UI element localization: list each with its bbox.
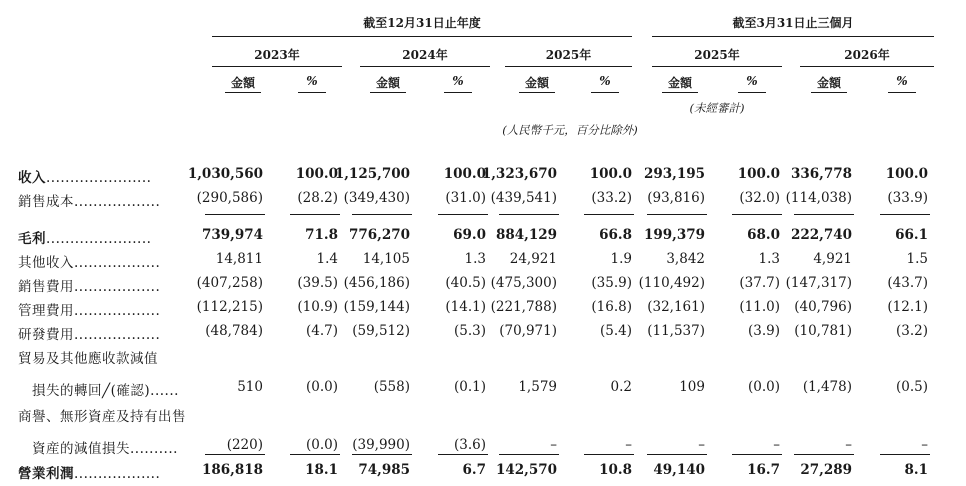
percent-header-underline — [444, 92, 472, 93]
amount-cell: (32,161) — [647, 299, 705, 315]
row-label — [18, 166, 151, 186]
percent-cell: (14.1) — [445, 299, 486, 315]
row-leader-dots: .................. — [74, 279, 161, 295]
percent-cell: (32.0) — [739, 190, 780, 206]
year-rule-q2026 — [800, 66, 934, 67]
percent-cell: (37.7) — [739, 275, 780, 291]
subtotal-rule — [438, 214, 488, 215]
amount-column-header: 金額 — [375, 76, 400, 90]
percent-cell: (3.2) — [895, 323, 928, 339]
amount-cell: 27,289 — [800, 462, 852, 478]
amount-header-underline — [370, 92, 406, 93]
amount-cell: 186,818 — [201, 462, 263, 478]
subtotal-rule — [794, 214, 854, 215]
row-label — [18, 251, 160, 271]
percent-cell: 1.3 — [758, 251, 780, 267]
row-leader-dots: ...................... — [46, 231, 152, 247]
amount-cell: (1,478) — [802, 379, 852, 395]
subtotal-rule — [352, 454, 412, 455]
row-label — [18, 323, 160, 343]
percent-cell: 0.2 — [610, 379, 632, 395]
amount-cell: – — [550, 437, 557, 453]
subtotal-rule — [647, 214, 707, 215]
row-label-continuation — [32, 437, 178, 457]
row-leader-dots: .................. — [74, 255, 161, 271]
percent-cell: (3.6) — [453, 437, 486, 453]
percent-cell: (0.0) — [305, 379, 338, 395]
row-label-text: 其他收入 — [18, 255, 74, 271]
amount-column-header: 金額 — [524, 76, 549, 90]
row-label-text: 商譽、無形資産及持有出售 — [18, 409, 186, 425]
row-label-text: 收入 — [18, 170, 46, 186]
subtotal-rule — [290, 454, 340, 455]
percent-cell: (5.3) — [453, 323, 486, 339]
subtotal-rule — [584, 214, 634, 215]
percent-cell: (40.5) — [445, 275, 486, 291]
percent-column-header: % — [306, 74, 318, 88]
row-label-text-2: 損失的轉回╱(確認) — [32, 383, 151, 399]
percent-header-underline — [591, 92, 619, 93]
percent-cell: (3.9) — [747, 323, 780, 339]
amount-cell: (407,258) — [196, 275, 263, 291]
row-label — [18, 462, 160, 482]
quarter-group-rule — [652, 36, 934, 37]
amount-cell: (147,317) — [785, 275, 852, 291]
row-label-text: 營業利潤 — [18, 466, 74, 482]
percent-cell: – — [773, 437, 780, 453]
percent-cell: 1.5 — [906, 251, 928, 267]
percent-column-header: % — [746, 74, 758, 88]
amount-cell: 1,030,560 — [187, 166, 263, 182]
amount-cell: 14,105 — [362, 251, 410, 267]
amount-cell: (40,796) — [794, 299, 852, 315]
amount-cell: (112,215) — [196, 299, 263, 315]
amount-cell: 1,125,700 — [334, 166, 410, 182]
percent-cell: 6.7 — [462, 462, 486, 478]
row-leader-dots: ...................... — [46, 170, 152, 186]
percent-column-header: % — [452, 74, 464, 88]
amount-cell: – — [845, 437, 852, 453]
percent-cell: 8.1 — [904, 462, 928, 478]
row-leader-dots: .................. — [74, 327, 161, 343]
amount-cell: (48,784) — [205, 323, 263, 339]
unit-note: (人民幣千元，百分比除外) — [502, 123, 638, 137]
percent-cell: (11.0) — [739, 299, 780, 315]
percent-cell: (0.5) — [895, 379, 928, 395]
amount-cell: (114,038) — [785, 190, 852, 206]
percent-cell: (0.1) — [453, 379, 486, 395]
percent-cell: 66.1 — [895, 227, 928, 243]
percent-cell: 1.9 — [610, 251, 632, 267]
percent-cell: – — [625, 437, 632, 453]
percent-cell: (5.4) — [599, 323, 632, 339]
percent-cell: 1.3 — [464, 251, 486, 267]
percent-cell: (43.7) — [887, 275, 928, 291]
amount-cell: (349,430) — [343, 190, 410, 206]
percent-cell: – — [921, 437, 928, 453]
percent-cell: 68.0 — [747, 227, 780, 243]
subtotal-rule — [499, 214, 559, 215]
percent-header-underline — [888, 92, 916, 93]
amount-cell: (456,186) — [343, 275, 410, 291]
percent-cell: (31.0) — [445, 190, 486, 206]
subtotal-rule — [732, 454, 782, 455]
percent-header-underline — [738, 92, 766, 93]
amount-header-underline — [519, 92, 555, 93]
amount-column-header: 金額 — [816, 76, 841, 90]
row-leader-dots: .................. — [74, 466, 161, 482]
percent-column-header: % — [599, 74, 611, 88]
amount-cell: – — [698, 437, 705, 453]
percent-cell: 71.8 — [305, 227, 338, 243]
percent-cell: (33.2) — [591, 190, 632, 206]
amount-cell: 884,129 — [495, 227, 557, 243]
unaudited-note: (未經審計) — [689, 101, 745, 115]
row-label-text: 銷售費用 — [18, 279, 74, 295]
amount-cell: 336,778 — [790, 166, 852, 182]
amount-cell: (159,144) — [343, 299, 410, 315]
year-header-2023: 2023年 — [254, 48, 300, 62]
year-rule-2023 — [212, 66, 342, 67]
row-label — [18, 347, 158, 367]
amount-cell: 1,323,670 — [481, 166, 557, 182]
row-leader-dots: .................. — [74, 303, 161, 319]
amount-cell: (475,300) — [490, 275, 557, 291]
percent-column-header: % — [896, 74, 908, 88]
amount-cell: 3,842 — [666, 251, 705, 267]
amount-cell: (290,586) — [196, 190, 263, 206]
amount-cell: (10,781) — [794, 323, 852, 339]
percent-cell: (35.9) — [591, 275, 632, 291]
percent-cell: (0.0) — [305, 437, 338, 453]
subtotal-rule — [647, 454, 707, 455]
subtotal-rule — [438, 454, 488, 455]
subtotal-rule — [205, 454, 265, 455]
amount-header-underline — [225, 92, 261, 93]
amount-cell: 142,570 — [495, 462, 557, 478]
row-label-text: 毛利 — [18, 231, 46, 247]
row-label-text-2: 資産的減值損失 — [32, 441, 130, 457]
row-label-text: 管理費用 — [18, 303, 74, 319]
subtotal-rule — [584, 454, 634, 455]
quarter-group-header: 截至3月31日止三個月 — [732, 16, 854, 30]
percent-cell: (28.2) — [297, 190, 338, 206]
percent-cell: (0.0) — [747, 379, 780, 395]
amount-cell: (110,492) — [638, 275, 705, 291]
amount-cell: 4,921 — [813, 251, 852, 267]
year-rule-2025 — [505, 66, 632, 67]
row-label — [18, 190, 160, 210]
year-rule-2024 — [360, 66, 490, 67]
amount-cell: (439,541) — [490, 190, 557, 206]
amount-cell: (558) — [373, 379, 410, 395]
percent-cell: 100.0 — [443, 166, 486, 182]
subtotal-rule — [880, 214, 930, 215]
amount-cell: 14,811 — [215, 251, 263, 267]
amount-cell: 776,270 — [348, 227, 410, 243]
year-header-q2025: 2025年 — [694, 48, 740, 62]
row-label — [18, 299, 160, 319]
subtotal-rule — [794, 454, 854, 455]
percent-cell: 1.4 — [316, 251, 338, 267]
fiscal-year-group-header: 截至12月31日止年度 — [363, 16, 481, 30]
percent-cell: 16.7 — [747, 462, 780, 478]
percent-header-underline — [298, 92, 326, 93]
amount-cell: 1,579 — [518, 379, 557, 395]
subtotal-rule — [205, 214, 265, 215]
row-label-text: 研發費用 — [18, 327, 74, 343]
row-label — [18, 227, 151, 247]
percent-cell: (33.9) — [887, 190, 928, 206]
year-rule-q2025 — [652, 66, 782, 67]
amount-cell: 739,974 — [201, 227, 263, 243]
amount-header-underline — [662, 92, 698, 93]
percent-cell: 100.0 — [737, 166, 780, 182]
percent-cell: 100.0 — [885, 166, 928, 182]
row-leader-dots: .................. — [74, 194, 161, 210]
percent-cell: 100.0 — [589, 166, 632, 182]
amount-cell: 109 — [679, 379, 705, 395]
amount-header-underline — [811, 92, 847, 93]
percent-cell: 100.0 — [295, 166, 338, 182]
row-leader-dots: ...... — [150, 383, 179, 399]
percent-cell: (39.5) — [297, 275, 338, 291]
year-header-2025: 2025年 — [545, 48, 592, 62]
year-header-2024: 2024年 — [402, 48, 448, 62]
amount-cell: (70,971) — [499, 323, 557, 339]
fy-group-rule — [212, 36, 632, 37]
amount-cell: (93,816) — [647, 190, 705, 206]
amount-cell: 293,195 — [643, 166, 705, 182]
subtotal-rule — [732, 214, 782, 215]
amount-cell: 510 — [237, 379, 263, 395]
amount-column-header: 金額 — [667, 76, 692, 90]
year-header-q2026: 2026年 — [844, 48, 890, 62]
subtotal-rule — [352, 214, 412, 215]
amount-cell: (59,512) — [352, 323, 410, 339]
subtotal-rule — [290, 214, 340, 215]
percent-cell: (12.1) — [887, 299, 928, 315]
amount-cell: (11,537) — [647, 323, 705, 339]
percent-cell: (4.7) — [305, 323, 338, 339]
subtotal-rule — [880, 454, 930, 455]
percent-cell: (10.9) — [297, 299, 338, 315]
amount-column-header: 金額 — [230, 76, 255, 90]
amount-cell: 24,921 — [509, 251, 557, 267]
percent-cell: 10.8 — [599, 462, 632, 478]
amount-cell: (220) — [226, 437, 263, 453]
percent-cell: (16.8) — [591, 299, 632, 315]
percent-cell: 69.0 — [453, 227, 486, 243]
row-leader-dots: .......... — [130, 441, 178, 457]
percent-cell: 66.8 — [599, 227, 632, 243]
row-label-text: 銷售成本 — [18, 194, 74, 210]
row-label — [18, 275, 160, 295]
row-label-text: 貿易及其他應收款減值 — [18, 351, 158, 367]
percent-cell: 18.1 — [305, 462, 338, 478]
row-label — [18, 405, 186, 425]
amount-cell: 74,985 — [358, 462, 410, 478]
amount-cell: 49,140 — [653, 462, 705, 478]
subtotal-rule — [499, 454, 559, 455]
amount-cell: (39,990) — [352, 437, 410, 453]
amount-cell: (221,788) — [490, 299, 557, 315]
amount-cell: 222,740 — [790, 227, 852, 243]
amount-cell: 199,379 — [643, 227, 705, 243]
row-label-continuation — [32, 379, 179, 399]
